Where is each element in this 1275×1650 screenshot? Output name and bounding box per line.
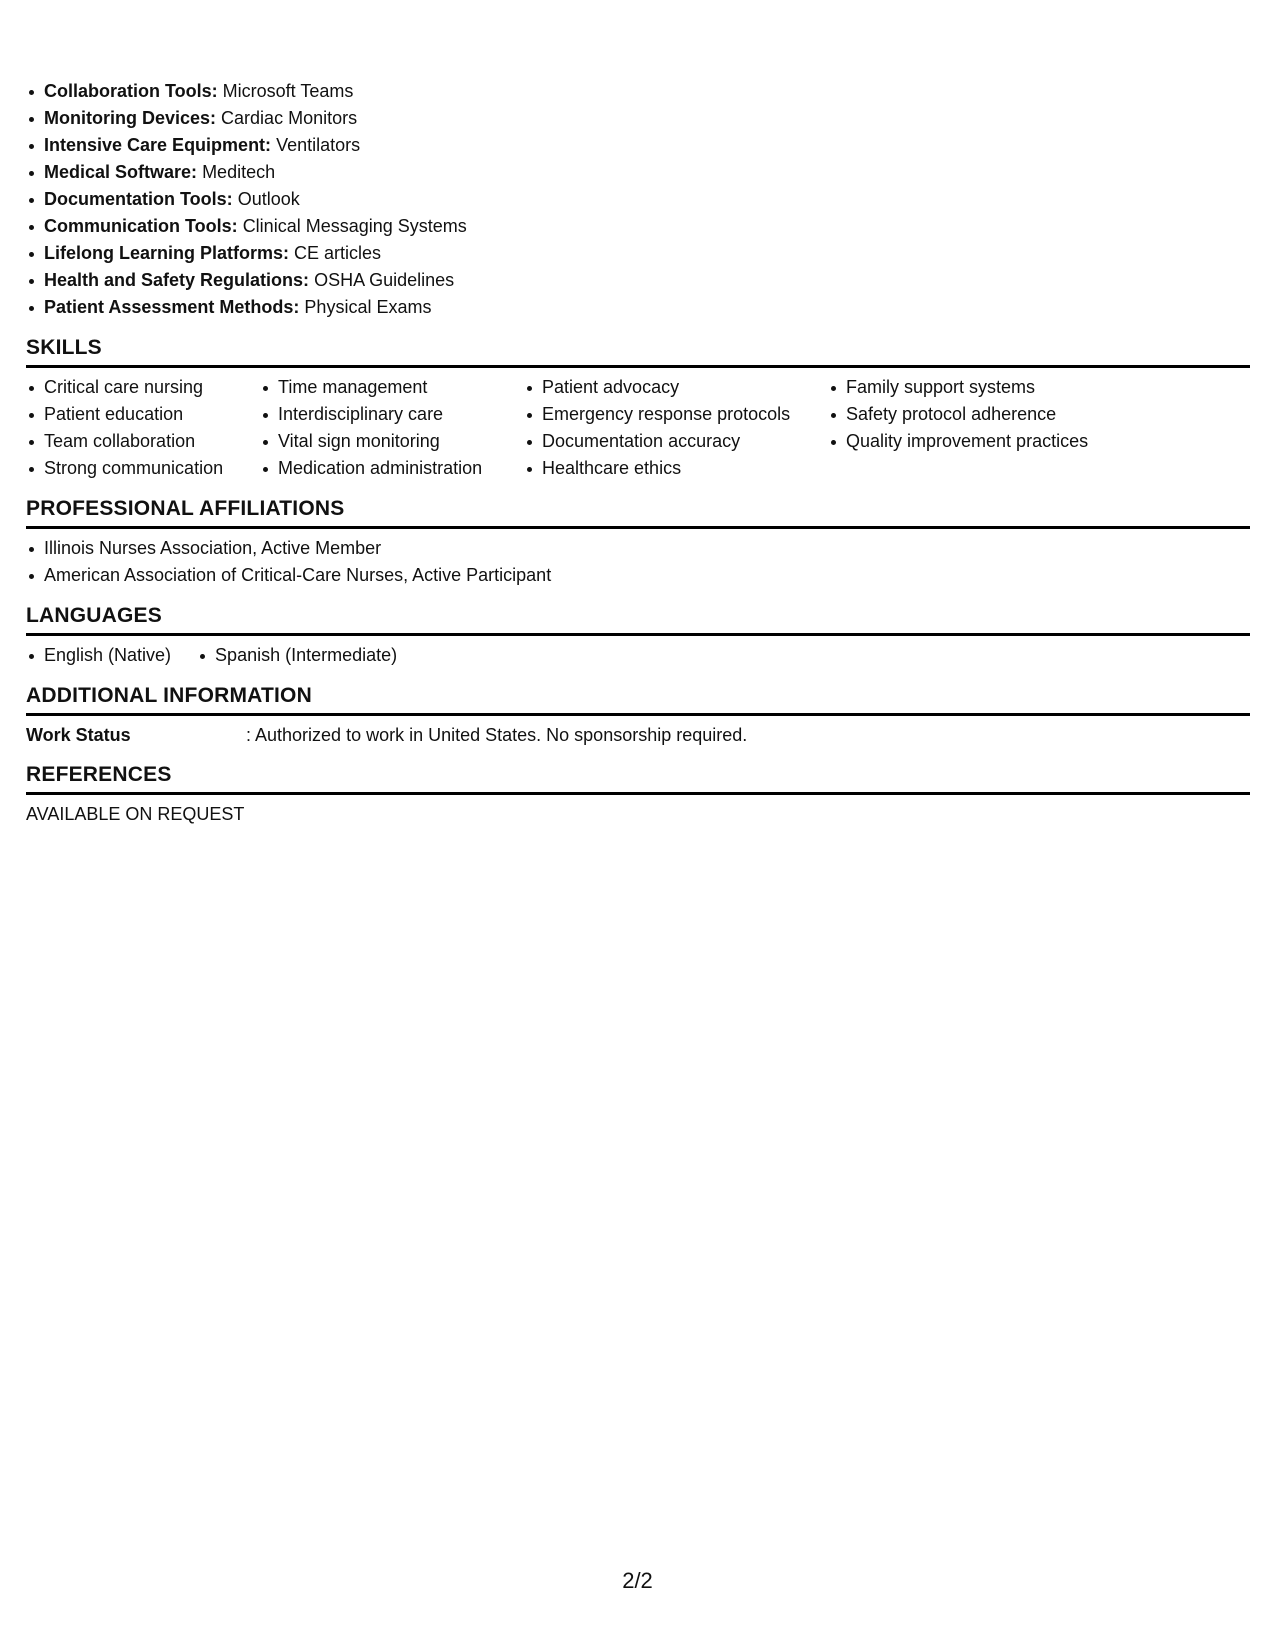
tool-label: Monitoring Devices:	[44, 108, 217, 128]
tool-label: Communication Tools:	[44, 216, 238, 236]
list-item	[26, 105, 1250, 132]
tool-value: CE articles	[294, 243, 382, 263]
section-title: LANGUAGES	[26, 601, 1250, 636]
tool-label: Lifelong Learning Platforms:	[44, 243, 290, 263]
list-item: English (Native)	[26, 642, 171, 669]
section-title: ADDITIONAL INFORMATION	[26, 681, 1250, 716]
list-item	[26, 213, 1250, 240]
skills-column	[524, 374, 828, 482]
tool-value: Microsoft Teams	[222, 81, 354, 101]
tool-label: Intensive Care Equipment:	[44, 135, 272, 155]
tool-value: Meditech	[202, 162, 276, 182]
tool-value: Ventilators	[276, 135, 361, 155]
list-item: Interdisciplinary care	[260, 401, 524, 428]
list-item: Patient education	[26, 401, 260, 428]
list-item	[26, 240, 1250, 267]
tool-label: Patient Assessment Methods:	[44, 297, 300, 317]
skills-column	[260, 374, 524, 482]
affiliations-list	[26, 535, 1250, 589]
tool-value: Cardiac Monitors	[221, 108, 358, 128]
additional-info-section	[26, 681, 1250, 748]
languages-list	[26, 642, 1250, 669]
skills-grid	[26, 374, 1250, 482]
resume-page	[26, 78, 1250, 827]
list-item: Critical care nursing	[26, 374, 260, 401]
section-title: REFERENCES	[26, 760, 1250, 795]
list-item: Illinois Nurses Association, Active Member	[26, 535, 1250, 562]
work-status-row	[26, 722, 1250, 748]
list-item: Team collaboration	[26, 428, 260, 455]
tool-label: Collaboration Tools:	[44, 81, 218, 101]
list-item	[26, 186, 1250, 213]
list-item: Patient advocacy	[524, 374, 828, 401]
list-item: Quality improvement practices	[828, 428, 1128, 455]
list-item: Documentation accuracy	[524, 428, 828, 455]
list-item: Medication administration	[260, 455, 524, 482]
section-title: PROFESSIONAL AFFILIATIONS	[26, 494, 1250, 529]
skills-column	[26, 374, 260, 482]
references-text: AVAILABLE ON REQUEST	[26, 804, 245, 824]
tool-label: Health and Safety Regulations:	[44, 270, 310, 290]
list-item	[26, 78, 1250, 105]
tool-value: Outlook	[237, 189, 300, 209]
list-item	[26, 294, 1250, 321]
list-item: Emergency response protocols	[524, 401, 828, 428]
list-item: American Association of Critical-Care Nurses, Active Participant	[26, 562, 1250, 589]
list-item: Safety protocol adherence	[828, 401, 1128, 428]
tool-label: Medical Software:	[44, 162, 198, 182]
tools-list	[26, 78, 1250, 321]
list-item: Vital sign monitoring	[260, 428, 524, 455]
list-item: Healthcare ethics	[524, 455, 828, 482]
tool-value: OSHA Guidelines	[314, 270, 455, 290]
tool-value: Physical Exams	[304, 297, 432, 317]
languages-section	[26, 601, 1250, 669]
tool-label: Documentation Tools:	[44, 189, 233, 209]
page-number: 2/2	[622, 1568, 653, 1593]
section-title: SKILLS	[26, 333, 1250, 368]
list-item: Family support systems	[828, 374, 1128, 401]
list-item	[26, 267, 1250, 294]
skills-column	[828, 374, 1128, 482]
list-item: Time management	[260, 374, 524, 401]
list-item: Spanish (Intermediate)	[197, 642, 397, 669]
list-item: Strong communication	[26, 455, 260, 482]
work-status-label: Work Status	[26, 725, 131, 745]
list-item	[26, 159, 1250, 186]
affiliations-section	[26, 494, 1250, 589]
references-section	[26, 760, 1250, 827]
tool-value: Clinical Messaging Systems	[242, 216, 467, 236]
list-item	[26, 132, 1250, 159]
work-status-value: : Authorized to work in United States. No sponsorship required.	[246, 725, 748, 745]
skills-section	[26, 333, 1250, 482]
